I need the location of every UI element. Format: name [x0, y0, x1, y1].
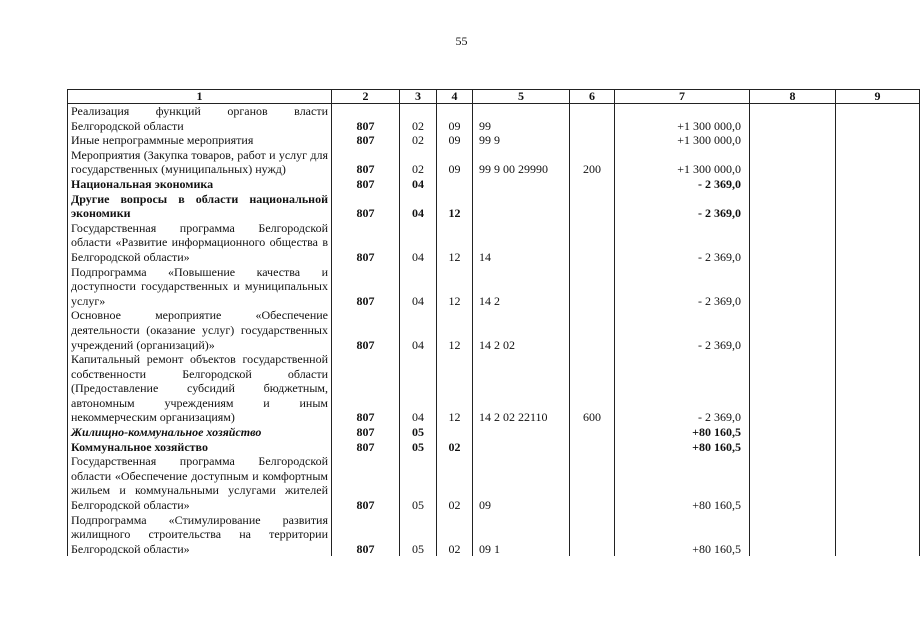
cell-c7: +1 300 000,0 [615, 148, 750, 177]
cell-c7: +1 300 000,0 [615, 133, 750, 148]
row-name: Основное мероприятие «Обеспечение деятельности (оказание услуг) государственных учреждений (организаций)» [68, 308, 332, 352]
cell-c9 [836, 133, 920, 148]
header-cell: 4 [437, 90, 473, 104]
row-name: Другие вопросы в области национальной экономики [68, 192, 332, 221]
cell-c4: 12 [437, 308, 473, 352]
table-row [68, 308, 920, 352]
cell-c3: 05 [400, 425, 437, 440]
table-row [68, 454, 920, 512]
table-row [68, 177, 920, 192]
cell-c2: 807 [332, 133, 400, 148]
cell-c6 [570, 177, 615, 192]
cell-c8 [750, 454, 836, 512]
cell-c2: 807 [332, 177, 400, 192]
row-name: Государственная программа Белгородской области «Развитие информационного общества в Белгородской области» [68, 221, 332, 265]
cell-c7: - 2 369,0 [615, 177, 750, 192]
cell-c7: - 2 369,0 [615, 352, 750, 425]
row-name: Жилищно-коммунальное хозяйство [68, 425, 332, 440]
cell-c5: 14 2 [473, 265, 570, 309]
cell-c5: 14 [473, 221, 570, 265]
row-name: Национальная экономика [68, 177, 332, 192]
cell-c3: 04 [400, 308, 437, 352]
cell-c6 [570, 192, 615, 221]
cell-c7: - 2 369,0 [615, 308, 750, 352]
cell-c3: 04 [400, 177, 437, 192]
cell-c5 [473, 425, 570, 440]
cell-c3: 02 [400, 133, 437, 148]
cell-c2: 807 [332, 192, 400, 221]
cell-c3: 02 [400, 148, 437, 177]
table-row [68, 440, 920, 455]
cell-c3: 04 [400, 221, 437, 265]
row-name: Подпрограмма «Повышение качества и доступности государственных и муниципальных услуг» [68, 265, 332, 309]
header-row [68, 90, 920, 104]
cell-c6: 200 [570, 148, 615, 177]
cell-c4: 09 [437, 148, 473, 177]
cell-c5 [473, 440, 570, 455]
cell-c5: 99 9 00 29990 [473, 148, 570, 177]
cell-c8 [750, 148, 836, 177]
header-cell: 6 [570, 90, 615, 104]
cell-c9 [836, 454, 920, 512]
cell-c4: 02 [437, 454, 473, 512]
cell-c9 [836, 265, 920, 309]
row-name: Подпрограмма «Стимулирование развития жилищного строительства на территории Белгородской области» [68, 513, 332, 557]
row-name: Капитальный ремонт объектов государственной собственности Белгородской области (Предоставление субсидий бюджетным, автономным учреждениям и иным некоммерческим организациям) [68, 352, 332, 425]
cell-c9 [836, 104, 920, 134]
cell-c4 [437, 177, 473, 192]
cell-c4: 12 [437, 352, 473, 425]
cell-c4: 12 [437, 192, 473, 221]
cell-c6 [570, 513, 615, 557]
cell-c7: +80 160,5 [615, 513, 750, 557]
row-name: Иные непрограммные мероприятия [68, 133, 332, 148]
cell-c3: 05 [400, 440, 437, 455]
cell-c8 [750, 308, 836, 352]
cell-c9 [836, 148, 920, 177]
cell-c5 [473, 177, 570, 192]
table-row [68, 352, 920, 425]
cell-c6 [570, 440, 615, 455]
cell-c8 [750, 265, 836, 309]
cell-c2: 807 [332, 308, 400, 352]
cell-c2: 807 [332, 104, 400, 134]
header-cell: 5 [473, 90, 570, 104]
header-cell: 8 [750, 90, 836, 104]
cell-c9 [836, 352, 920, 425]
cell-c8 [750, 221, 836, 265]
cell-c7: - 2 369,0 [615, 265, 750, 309]
cell-c9 [836, 513, 920, 557]
cell-c9 [836, 440, 920, 455]
table-row [68, 148, 920, 177]
cell-c6: 600 [570, 352, 615, 425]
table-row [68, 192, 920, 221]
cell-c6 [570, 308, 615, 352]
cell-c9 [836, 177, 920, 192]
cell-c6 [570, 104, 615, 134]
cell-c8 [750, 177, 836, 192]
table-row [68, 265, 920, 309]
cell-c5: 14 2 02 [473, 308, 570, 352]
cell-c9 [836, 425, 920, 440]
row-name: Реализация функций органов власти Белгородской области [68, 104, 332, 134]
cell-c4: 09 [437, 104, 473, 134]
cell-c5 [473, 192, 570, 221]
cell-c2: 807 [332, 454, 400, 512]
cell-c9 [836, 221, 920, 265]
cell-c5: 09 1 [473, 513, 570, 557]
cell-c5: 99 [473, 104, 570, 134]
cell-c2: 807 [332, 440, 400, 455]
cell-c4: 09 [437, 133, 473, 148]
cell-c4: 02 [437, 513, 473, 557]
table-row [68, 221, 920, 265]
header-cell: 2 [332, 90, 400, 104]
cell-c3: 05 [400, 454, 437, 512]
cell-c8 [750, 192, 836, 221]
cell-c8 [750, 513, 836, 557]
cell-c4: 12 [437, 265, 473, 309]
cell-c2: 807 [332, 148, 400, 177]
cell-c5: 09 [473, 454, 570, 512]
header-cell: 1 [68, 90, 332, 104]
budget-table [67, 89, 920, 556]
cell-c2: 807 [332, 513, 400, 557]
cell-c3: 04 [400, 352, 437, 425]
cell-c7: +80 160,5 [615, 425, 750, 440]
row-name: Мероприятия (Закупка товаров, работ и услуг для государственных (муниципальных) нужд) [68, 148, 332, 177]
row-name: Государственная программа Белгородской области «Обеспечение доступным и комфортным жильем и коммунальными услугами жителей Белгородской области» [68, 454, 332, 512]
table-row [68, 425, 920, 440]
cell-c7: - 2 369,0 [615, 192, 750, 221]
cell-c3: 02 [400, 104, 437, 134]
header-cell: 7 [615, 90, 750, 104]
cell-c4: 02 [437, 440, 473, 455]
cell-c3: 04 [400, 192, 437, 221]
cell-c3: 04 [400, 265, 437, 309]
cell-c3: 05 [400, 513, 437, 557]
table-row [68, 513, 920, 557]
cell-c4: 12 [437, 221, 473, 265]
cell-c6 [570, 425, 615, 440]
cell-c5: 99 9 [473, 133, 570, 148]
table-row [68, 133, 920, 148]
cell-c5: 14 2 02 22110 [473, 352, 570, 425]
header-cell: 9 [836, 90, 920, 104]
cell-c7: +80 160,5 [615, 454, 750, 512]
row-name: Коммунальное хозяйство [68, 440, 332, 455]
cell-c9 [836, 192, 920, 221]
cell-c7: - 2 369,0 [615, 221, 750, 265]
cell-c4 [437, 425, 473, 440]
cell-c6 [570, 265, 615, 309]
table-row [68, 104, 920, 134]
header-cell: 3 [400, 90, 437, 104]
cell-c8 [750, 440, 836, 455]
cell-c2: 807 [332, 265, 400, 309]
cell-c2: 807 [332, 425, 400, 440]
cell-c9 [836, 308, 920, 352]
cell-c2: 807 [332, 221, 400, 265]
cell-c7: +80 160,5 [615, 440, 750, 455]
cell-c2: 807 [332, 352, 400, 425]
cell-c8 [750, 425, 836, 440]
cell-c6 [570, 454, 615, 512]
cell-c8 [750, 133, 836, 148]
page-number: 55 [455, 34, 468, 48]
cell-c6 [570, 221, 615, 265]
cell-c8 [750, 104, 836, 134]
cell-c7: +1 300 000,0 [615, 104, 750, 134]
cell-c8 [750, 352, 836, 425]
cell-c6 [570, 133, 615, 148]
